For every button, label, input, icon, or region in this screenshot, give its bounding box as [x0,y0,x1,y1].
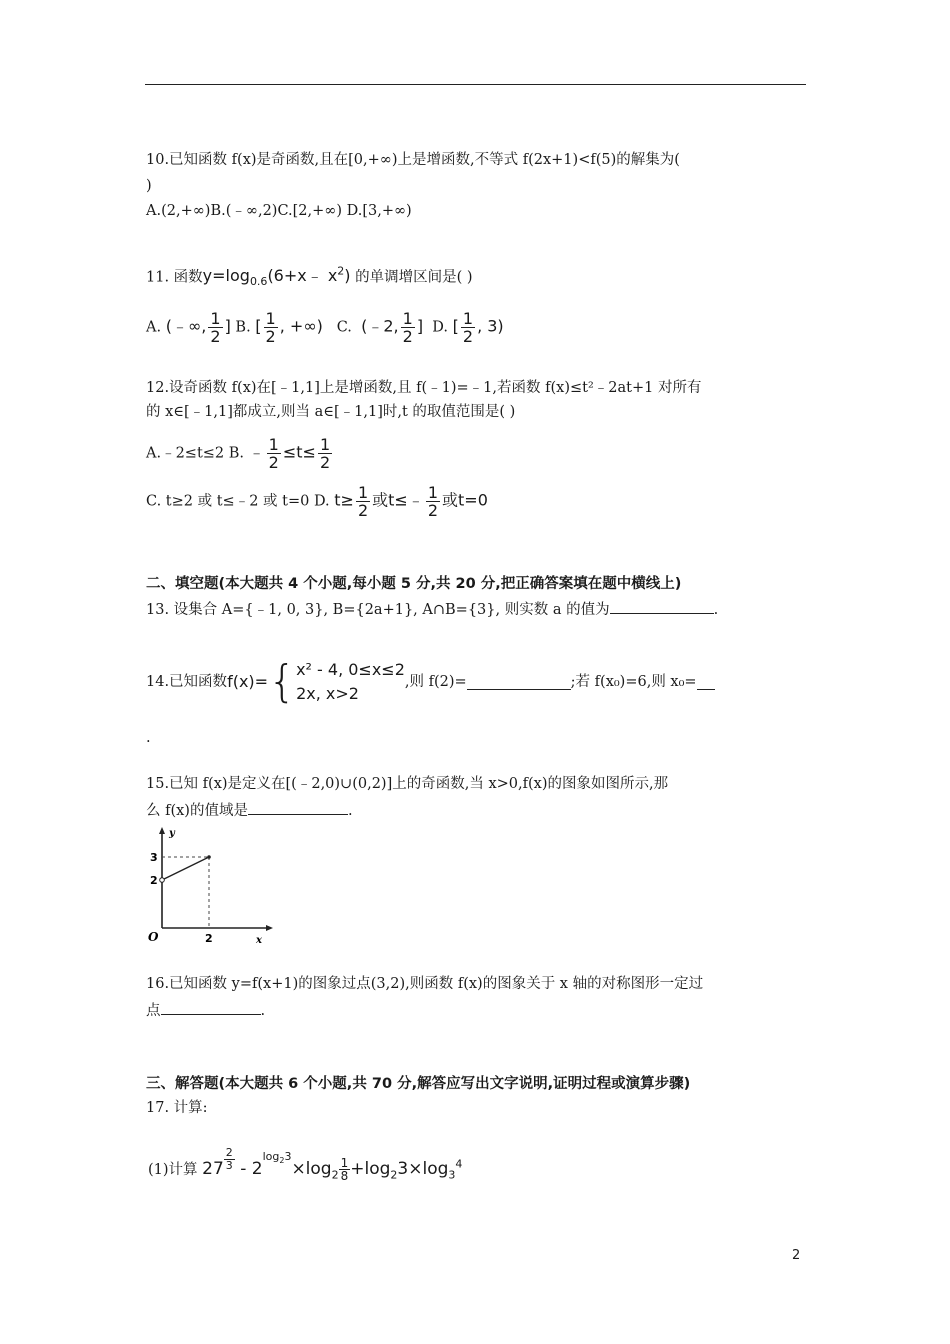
frac-num: 1 [462,309,474,328]
q14-mid2: ;若 f(x₀)=6,则 x₀= [570,674,697,690]
q11-base: 0.6 [249,275,268,289]
q17-exp2 [262,1150,292,1166]
q12-optD-frac2 [426,484,440,519]
x-tick-2: 2 [205,932,213,945]
y-axis-arrow [159,827,165,834]
frac-den: 2 [462,327,474,346]
q15-answer-blank[interactable] [248,800,348,815]
q17-part1 [148,1140,462,1192]
q15-line2 [146,800,353,821]
q11-optC: C. [336,319,352,336]
q14-mid: ,则 f(2)= [404,674,467,690]
q12-line2: 的 x∈[﹣1,1]都成立,则当 a∈[﹣1,1]时,t 的取值范围是( ) [146,404,516,420]
header-rule [145,84,806,85]
q12-optB-pre: ﹣ [248,442,265,462]
q16-answer-blank[interactable] [161,1000,261,1015]
q15-line1: 15.已知 f(x)是定义在[(﹣2,0)∪(0,2)]上的奇函数,当 x>0,f(x)的图象如图所示,那 [146,776,669,792]
q15-text: 么 f(x)的值域是 [146,803,248,819]
q11-optB-pre: [ [255,316,262,336]
frac-num: 1 [427,483,439,502]
frac-num: 1 [319,435,331,454]
q12-optB-frac1 [267,436,281,471]
q12-optD-mid: 或t≤﹣ [372,490,424,510]
frac-den: 2 [268,453,279,472]
q14-cases [296,658,405,706]
q14-prefix: 14.已知函数 [146,674,228,690]
q17-four: 4 [455,1157,463,1171]
q12-optCD [146,484,488,519]
q17-base27: 27 [202,1159,224,1179]
function-graph [140,822,280,946]
q17-part1-label: (1)计算 [148,1162,198,1178]
q11-prefix: 11. 函数 [146,269,203,286]
frac-den: 2 [265,327,276,346]
q11-optD-pre: [ [452,316,459,336]
q11-optD-frac [461,310,475,345]
q14-case2: 2x, x>2 [296,684,359,703]
q11-optA-val: (﹣∞, [165,316,207,336]
q17-exp2-end: 3 [284,1150,292,1163]
q17-title: 17. 计算: [146,1100,208,1116]
frac-num: 1 [268,435,279,454]
q15-end: . [347,803,353,819]
q14-brace: { [268,656,297,707]
frac-num: 1 [402,309,413,328]
q17-expression [202,1146,463,1183]
q17-frac [339,1157,351,1182]
frac-num: 1 [265,309,276,328]
q11-formula [202,265,351,289]
q11-optB-frac [264,310,278,345]
q11-optD-end: , 3) [477,316,504,336]
y-tick-3: 3 [150,851,158,864]
frac-den: 3 [225,1159,233,1172]
q12-line1: 12.设奇函数 f(x)在[﹣1,1]上是增函数,且 f(﹣1)=﹣1,若函数 f(x)≤t²﹣2at+1 对所有 [146,380,702,396]
frac-num: 1 [357,483,369,502]
q12-optD-frac1 [356,484,370,519]
q11-optA-frac [208,310,222,345]
frac-den: 2 [357,501,369,520]
q14-case1: x² - 4, 0≤x≤2 [296,660,405,679]
frac-num: 2 [225,1146,233,1159]
y-tick-2: 2 [150,874,158,887]
q13-line [146,599,718,620]
q14-fx: f(x)= [227,672,269,691]
q12-optB-mid: ≤t≤ [282,442,316,462]
q17-sub2a: 2 [331,1168,339,1182]
origin-label: O [148,930,159,944]
q14-line [146,658,715,706]
q17-minus: - 2 [234,1159,263,1179]
q11-stem [146,262,473,293]
q11-optA-end: ] [224,316,231,336]
q16-line2 [146,1000,265,1021]
q12-optA: A.﹣2≤t≤2 B. [146,445,245,462]
section2-heading: 二、填空题(本大题共 4 个小题,每小题 5 分,共 20 分,把正确答案填在题中横线上) [146,576,682,592]
q17-exp-frac [224,1147,235,1172]
q11-optB: B. [235,319,251,336]
x-axis-arrow [266,925,273,931]
q10-options: A.(2,+∞)B.(﹣∞,2)C.[2,+∞) D.[3,+∞) [146,203,412,219]
graph-line [162,857,209,880]
q13-answer-blank[interactable] [610,599,714,614]
q17-plus: +log [350,1159,391,1179]
frac-num: 1 [210,309,221,328]
q17-sub2b: 2 [390,1168,398,1182]
q16-text: 点 [146,1003,161,1019]
y-label: y [169,828,175,839]
frac-den: 2 [319,453,331,472]
q11-log: y=log [202,266,250,286]
q10-line2: ) [146,178,152,194]
q13-end: . [713,602,719,618]
q17-exp2-log: log [262,1150,280,1163]
q11-suffix: 的单调增区间是( ) [350,269,473,286]
q14-answer-blank-1[interactable] [467,675,571,690]
q11-options [146,310,504,345]
frac-den: 2 [210,327,221,346]
q17-three: 3×log [397,1159,449,1179]
frac-num: 1 [340,1155,349,1170]
q12-optD-pre: t≥ [334,490,354,510]
q17-exp2-sub: 2 [279,1156,285,1166]
q11-optA: A. [146,319,162,336]
q11-optD: D. [432,319,449,336]
q12-optAB [146,436,334,471]
q11-arg: (6+x﹣ x [267,266,338,286]
page-number: 2 [792,1248,801,1263]
q12-optC: C. t≥2 或 t≤﹣2 或 t=0 D. [146,493,330,510]
closed-point [207,855,211,859]
frac-den: 8 [340,1168,349,1183]
q11-optB-end: , +∞) [279,316,323,336]
q12-optB-frac2 [318,436,332,471]
q11-arg-end: ) [344,266,351,286]
x-label: x [256,935,262,946]
q10-line1: 10.已知函数 f(x)是奇函数,且在[0,+∞)上是增函数,不等式 f(2x+1)<f(5)的解集为( [146,152,680,168]
q14-answer-blank-2[interactable] [697,675,715,690]
open-point [160,878,165,883]
q13-text: 13. 设集合 A={﹣1, 0, 3}, B={2a+1}, A∩B={3}, 则实数 a 的值为 [146,602,610,618]
q16-line1: 16.已知函数 y=f(x+1)的图象过点(3,2),则函数 f(x)的图象关于 x 轴的对称图形一定过 [146,976,704,992]
frac-den: 2 [427,501,439,520]
q12-optD-end: 或t=0 [442,490,488,510]
q16-end: . [260,1003,266,1019]
frac-den: 2 [402,327,413,346]
q11-exp: 2 [337,265,345,278]
q11-optC-frac [401,310,415,345]
q11-optC-end: ] [416,316,424,336]
q11-optC-val: (﹣2, [361,316,399,336]
section3-heading: 三、解答题(本大题共 6 个小题,共 70 分,解答应写出文字说明,证明过程或演算步骤) [146,1076,691,1092]
q14-line2: . [146,730,151,746]
q17-times1: ×log [291,1159,332,1179]
q17-sub3: 3 [448,1168,456,1182]
